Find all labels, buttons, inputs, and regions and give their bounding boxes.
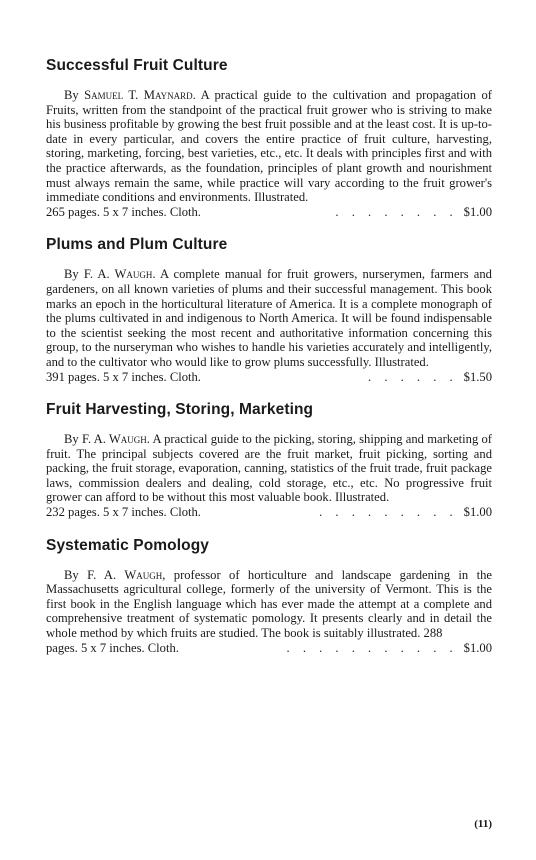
price-line <box>46 641 492 656</box>
book-specs: 391 pages. 5 x 7 inches. Cloth. <box>46 369 201 384</box>
book-description <box>46 432 492 505</box>
dot-leader: . . . . . . <box>368 369 458 384</box>
page-number: (11) <box>474 818 492 830</box>
book-description <box>46 88 492 205</box>
book-title: Systematic Pomology <box>46 536 209 554</box>
dot-leader: . . . . . . . . . <box>319 505 458 520</box>
book-entry-plums-and-plum-culture <box>46 235 492 384</box>
book-entry-systematic-pomology <box>46 536 492 656</box>
dot-leader: . . . . . . . . . . . <box>286 640 458 655</box>
book-entry-fruit-harvesting <box>46 400 492 520</box>
dot-leader: . . . . . . . . <box>335 204 458 219</box>
catalog-page <box>46 56 492 671</box>
book-description <box>46 568 492 641</box>
by-prefix: By <box>64 432 82 447</box>
book-specs: pages. 5 x 7 inches. Cloth. <box>46 640 179 655</box>
description-text: . A practical guide to the cultivation and propagation of Fruits, written from the standpoint of the practical fruit grower who is striving to make his business profitable by growing the best fruit possible and at the least cost. It is up-to-date in every particular, and covers the entire practice of fruit culture, harvesting, storing, marketing, forcing, best varieties, etc., etc. It deals with principles first and with the practice afterwards, as the foundation, principles of plant growth and nourishment must always remain the same, while practice will vary according to the fruit grower's immediate conditions and environments. Illustrated. <box>46 88 492 205</box>
book-author: F. A. Waugh <box>81 432 147 447</box>
book-title: Plums and Plum Culture <box>46 236 228 254</box>
book-author: F. A. Waugh <box>83 267 153 282</box>
by-prefix: By <box>64 567 88 582</box>
description-text: . A practical guide to the picking, storing, shipping and marketing of fruit. The principal subjects covered are the fruit market, fruit picking, sorting and packing, the fruit storage, evaporation, canning, statistics of the fruit trade, fruit package laws, commission dealers and dealing, cold storage, etc., etc. No progressive fruit grower can afford to be without this most valuable book. Illustrated. <box>46 432 492 505</box>
price-line <box>46 505 492 520</box>
book-price: $1.50 <box>463 369 492 384</box>
book-entry-successful-fruit-culture <box>46 56 492 219</box>
description-text: . A complete manual for fruit growers, nurserymen, farmers and gardeners, on all known varieties of plums and their successful management. This book marks an epoch in the horticultural literature of America. It is a complete monograph of the plums cultivated in and indigenous to North America. It will be found indispensable to the scientist seeking the most recent and authoritative information concerning this group, to the nurseryman who wishes to handle his varieties accurately and intelligently, and to the cultivator who would like to grow plums successfully. Illustrated. <box>46 267 492 369</box>
book-description <box>46 267 492 369</box>
description-text: , professor of horticulture and landscape gardening in the Massachusetts agricultural college, formerly of the university of Vermont. This is the first book in the English language which has ever made the attempt at a complete and comprehensive treatment of systematic pomology. It presents clearly and in detail the whole method by which fruits are studied. The book is suitably illustrated. 288 <box>46 567 492 641</box>
by-prefix: By <box>64 88 85 102</box>
book-specs: 265 pages. 5 x 7 inches. Cloth. <box>46 204 201 219</box>
price-line <box>46 370 492 385</box>
price-line <box>46 205 492 220</box>
book-author: F. A. Waugh <box>87 567 163 582</box>
book-price: $1.00 <box>463 204 492 219</box>
book-price: $1.00 <box>463 640 492 655</box>
book-specs: 232 pages. 5 x 7 inches. Cloth. <box>46 505 201 520</box>
book-title: Successful Fruit Culture <box>46 57 228 74</box>
book-title: Fruit Harvesting, Storing, Marketing <box>46 401 314 419</box>
by-prefix: By <box>64 267 84 282</box>
book-author: Samuel T. Maynard <box>84 88 193 102</box>
book-price: $1.00 <box>463 505 492 520</box>
